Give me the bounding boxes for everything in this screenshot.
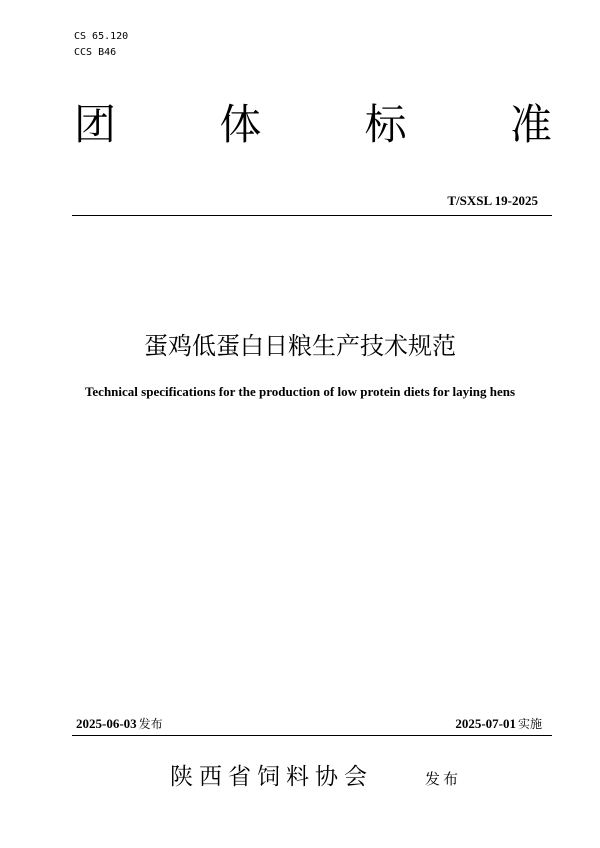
document-type-heading xyxy=(74,100,552,150)
document-type-char: 体 xyxy=(219,100,262,149)
publisher-name: 陕西省饲料协会 xyxy=(170,764,373,790)
document-type-char: 团 xyxy=(74,100,117,149)
ics-code: CS 65.120 xyxy=(74,31,129,42)
standard-number: T/SXSL 19-2025 xyxy=(447,193,538,208)
top-divider xyxy=(72,215,552,216)
issue-date: 2025-06-03 xyxy=(76,716,137,731)
english-title: Technical specifications for the production of low protein diets for laying hens xyxy=(84,384,516,399)
publisher-label: 发布 xyxy=(425,770,462,788)
bottom-divider xyxy=(72,735,552,736)
issue-date-line xyxy=(76,716,163,732)
implement-date: 2025-07-01 xyxy=(455,716,516,731)
implement-label: 实施 xyxy=(517,717,542,731)
document-type-char: 标 xyxy=(364,100,407,149)
implement-date-line xyxy=(455,716,542,732)
chinese-title: 蛋鸡低蛋白日粮生产技术规范 xyxy=(144,332,456,360)
issue-label: 发布 xyxy=(138,717,163,731)
document-type-char: 准 xyxy=(509,100,552,149)
ccs-code: CCS B46 xyxy=(74,47,117,58)
